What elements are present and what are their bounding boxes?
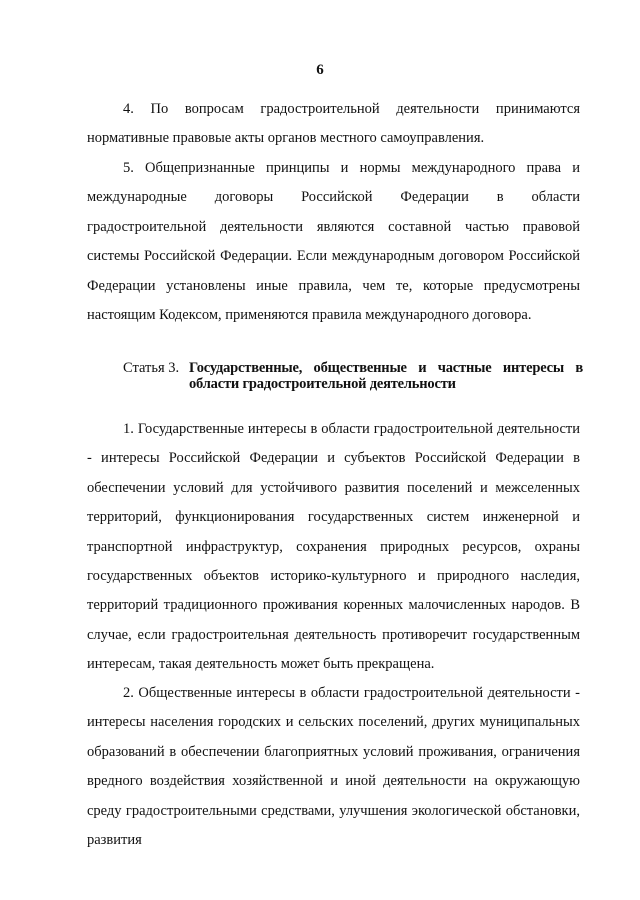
paragraph-4: 4. По вопросам градостроительной деятельности принимаются нормативные правовые акты органов местного самоуправления. xyxy=(87,101,580,147)
article-title: Государственные, общественные и частные интересы в области градостроительной деятельности xyxy=(189,360,583,392)
article-heading xyxy=(123,360,583,392)
paragraph-5: 5. Общепризнанные принципы и нормы международного права и международные договоры Российской Федерации в области градостроительной деятельности являются составной частью правовой системы Российской Федерации. Если международным договором Российской Федерации установлены иные правила, чем те, которые предусмотрены настоящим Кодексом, применяются правила международного договора. xyxy=(87,160,580,324)
article-paragraph-1: 1. Государственные интересы в области градостроительной деятельности - интересы Российской Федерации и субъектов Российской Федерации в обеспечении условий для устойчивого развития поселений и межселенных территорий, функционирования государственных систем инженерной и транспортной инфраструктур, сохранения природных ресурсов, охраны государственных объектов историко-культурного и природного наследия, территорий традиционного проживания коренных малочисленных народов. В случае, если градостроительная деятельность противоречит государственным интересам, такая деятельность может быть прекращена. xyxy=(87,421,580,673)
article-label: Статья 3. xyxy=(123,360,180,376)
page-number: 6 xyxy=(316,62,324,78)
article-paragraph-2: 2. Общественные интересы в области градостроительной деятельности - интересы населения городских и сельских поселений, других муниципальных образований в обеспечении благоприятных условий проживания, ограничения вредного воздействия хозяйственной и иной деятельности на окружающую среду градостроительными средствами, улучшения экологической обстановки, развития xyxy=(87,685,580,849)
